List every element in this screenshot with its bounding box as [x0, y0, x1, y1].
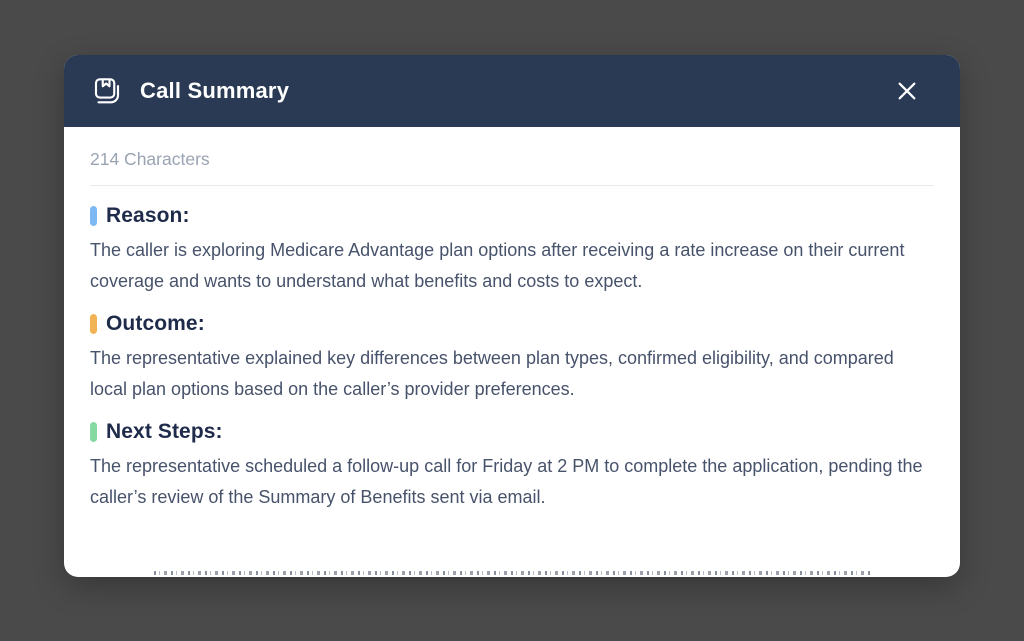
section-next-steps-label: Next Steps:	[106, 420, 223, 443]
next-steps-accent-bar	[90, 422, 97, 442]
section-next-steps	[90, 420, 934, 513]
close-icon	[896, 80, 918, 102]
section-next-steps-heading	[90, 420, 934, 444]
call-summary-modal	[64, 55, 960, 577]
section-reason-heading	[90, 204, 934, 228]
outcome-accent-bar	[90, 314, 97, 334]
reason-accent-bar	[90, 206, 97, 226]
section-reason	[90, 204, 934, 297]
character-count: 214 Characters	[90, 149, 934, 186]
clipped-text-line	[154, 571, 870, 575]
section-next-steps-text: The representative scheduled a follow-up call for Friday at 2 PM to complete the application, pending the caller’s review of the Summary of Benefits sent via email.	[90, 456, 923, 507]
section-reason-label: Reason:	[106, 204, 190, 227]
close-button[interactable]	[890, 74, 924, 108]
section-reason-text: The caller is exploring Medicare Advantage plan options after receiving a rate increase on their current coverage and wants to understand what benefits and costs to expect.	[90, 240, 905, 291]
modal-title: Call Summary	[140, 78, 290, 103]
section-outcome-heading	[90, 312, 934, 336]
section-outcome-label: Outcome:	[106, 312, 205, 335]
section-outcome-text: The representative explained key differences between plan types, confirmed eligibility, and compared local plan options based on the caller’s provider preferences.	[90, 348, 894, 399]
modal-header	[64, 55, 960, 127]
modal-body	[64, 127, 960, 577]
section-outcome	[90, 312, 934, 405]
book-icon	[92, 76, 122, 106]
